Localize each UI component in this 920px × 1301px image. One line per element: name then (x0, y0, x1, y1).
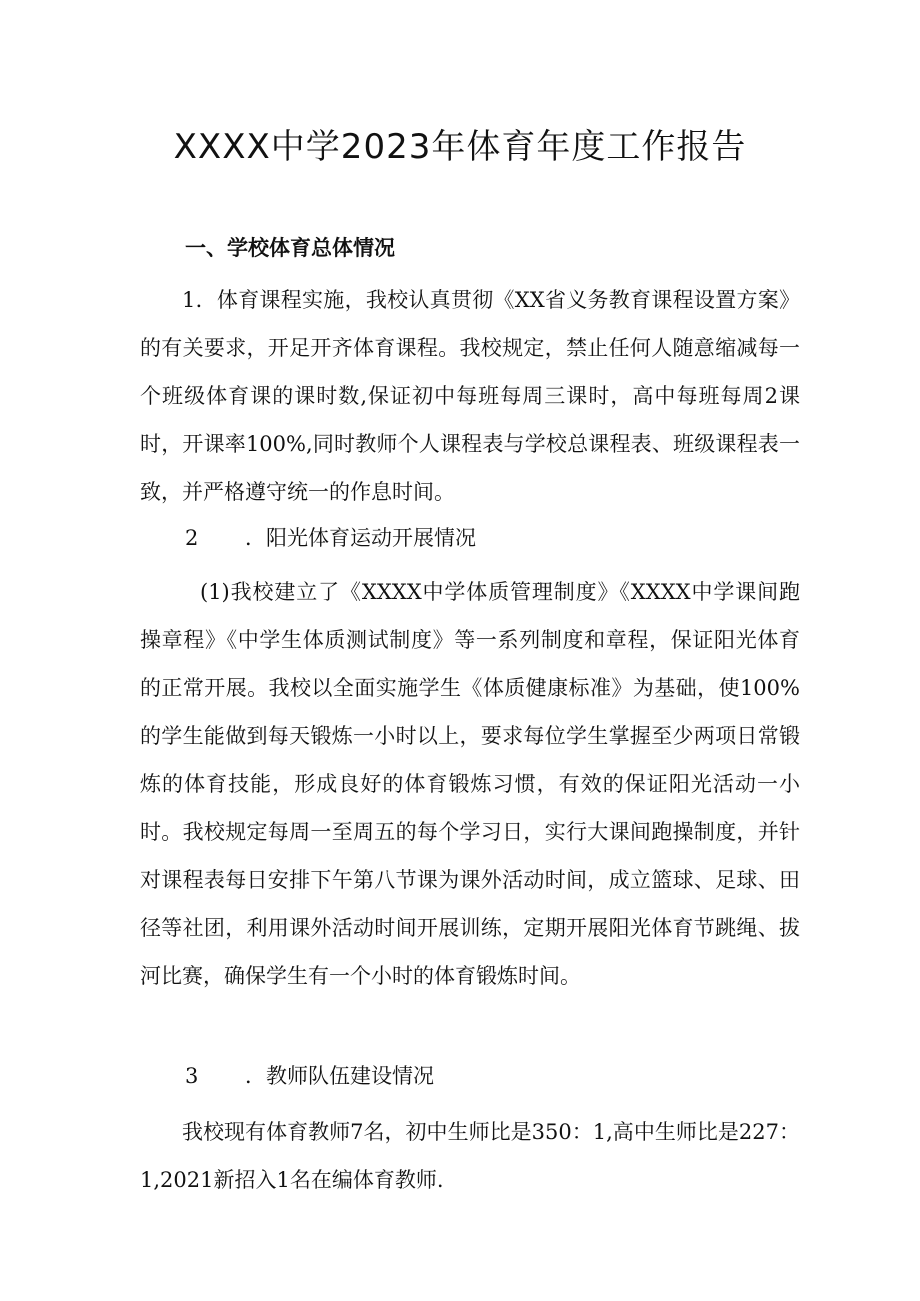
subheading-teacher-team (185, 1058, 434, 1094)
paragraph-text: (1)我校建立了《XXXX中学体质管理制度》《XXXX中学课间跑操章程》《中学生体质测试制度》等一系列制度和章程，保证阳光体育的正常开展。我校以全面实施学生《体质健康标准》为基础，使100%的学生能做到每天锻炼一小时以上，要求每位学生掌握至少两项日常锻炼的体育技能，形成良好的体育锻炼习惯，有效的保证阳光活动一小时。我校规定每周一至周五的每个学习日，实行大课间跑操制度，并针对课程表每日安排下午第八节课为课外活动时间，成立篮球、足球、田径等社团，利用课外活动时间开展训练，定期开展阳光体育节跳绳、拔河比赛，确保学生有一个小时的体育锻炼时间。 (140, 580, 800, 988)
subheading-number: 2 (185, 526, 199, 550)
paragraph-course-implementation: 1．体育课程实施，我校认真贯彻《XX省义务教育课程设置方案》的有关要求，开足开齐体育课程。我校规定，禁止任何人随意缩减每一个班级体育课的课时数,保证初中每班每周三课时，高中每班每周2课时，开课率100%,同时教师个人课程表与学校总课程表、班级课程表一致，并严格遵守统一的作息时间。 (140, 288, 800, 504)
section-heading: 一、学校体育总体情况 (185, 236, 395, 260)
subheading-text: ．阳光体育运动开展情况 (245, 526, 476, 550)
subheading-number: 3 (185, 1064, 199, 1088)
paragraph-sunshine-sports (140, 568, 800, 1000)
subheading-text: ．教师队伍建设情况 (245, 1064, 434, 1088)
subheading-sunshine-sports (185, 520, 476, 556)
document-title: XXXX中学2023年体育年度工作报告 (173, 127, 747, 167)
paragraph-teacher-team: 我校现有体育教师7名，初中生师比是350：1,高中生师比是227：1,2021新招入1名在编体育教师. (140, 1120, 800, 1192)
